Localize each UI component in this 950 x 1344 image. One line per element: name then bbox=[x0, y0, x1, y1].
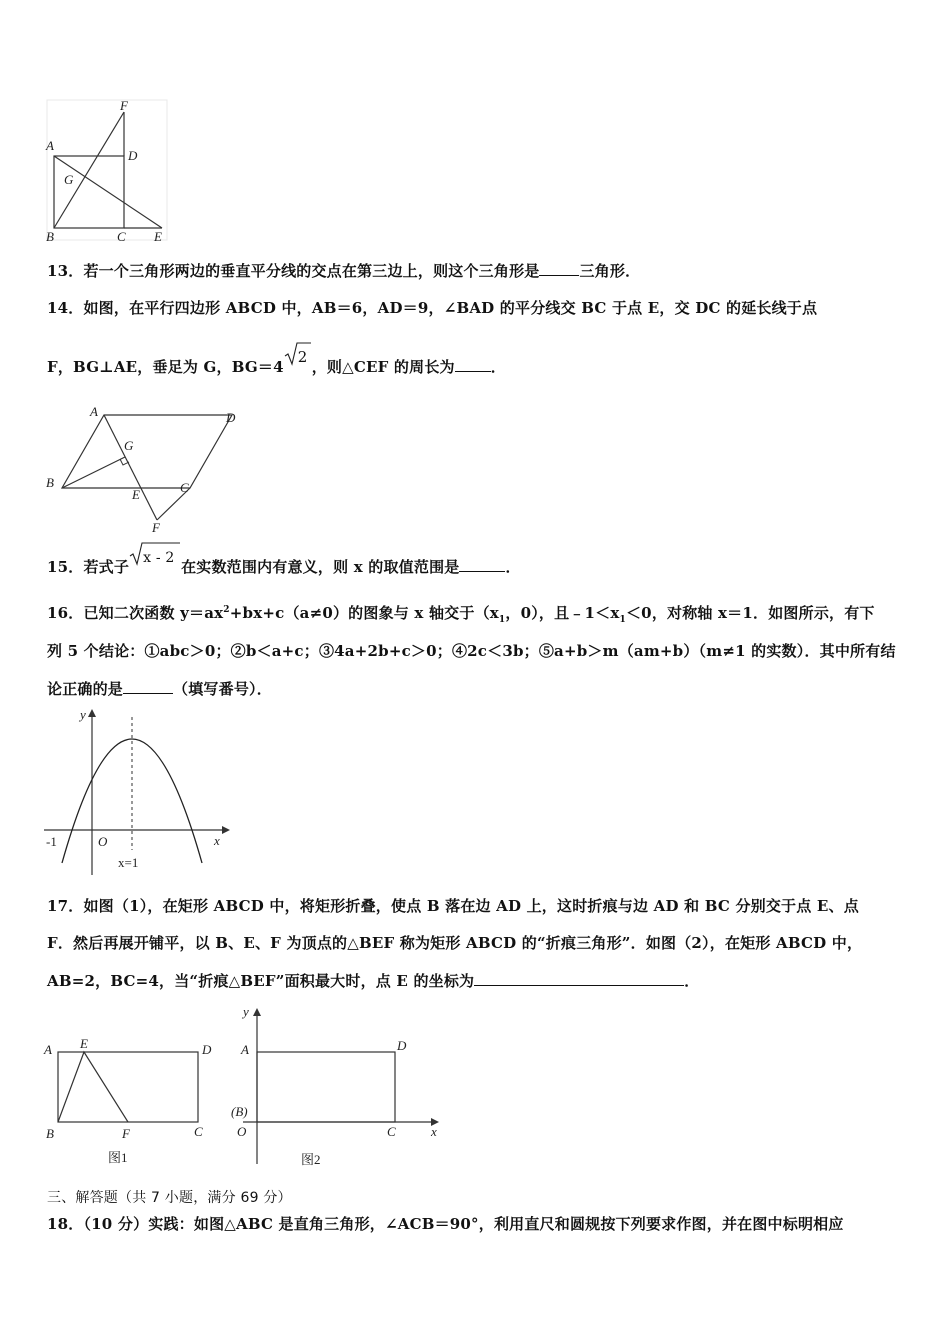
label-B: B bbox=[46, 229, 54, 244]
q14-sqrt bbox=[284, 348, 312, 376]
q15-sqrt bbox=[129, 550, 181, 576]
label-D: D bbox=[128, 148, 138, 163]
label-B: B bbox=[46, 475, 54, 490]
graph-origin-label: O bbox=[98, 834, 108, 849]
q17-tail: ． bbox=[684, 972, 700, 990]
fig2-label-B: (B) bbox=[231, 1104, 248, 1119]
figure-q17-2 bbox=[225, 1002, 450, 1174]
q17-line3a: AB=2，BC=4，当“折痕△BEF”面积最大时，点 E 的坐标为 bbox=[47, 972, 475, 990]
fig2-label-O: O bbox=[237, 1124, 247, 1139]
fig1-label-E: E bbox=[80, 1036, 88, 1051]
label-F: F bbox=[152, 520, 160, 535]
fig1-label-F: F bbox=[122, 1126, 130, 1141]
section-3-title: 三、解答题（共 7 小题，满分 69 分） bbox=[47, 1190, 292, 1206]
q13-answer-blank[interactable] bbox=[539, 261, 579, 276]
fig2-caption: 图2 bbox=[301, 1152, 321, 1167]
q16-line1b: +bx+c（a≠0）的图象与 x 轴交于（x bbox=[229, 604, 499, 622]
label-C: C bbox=[180, 480, 189, 495]
q16-answer-blank[interactable] bbox=[123, 679, 173, 694]
fig1-label-B: B bbox=[46, 1126, 54, 1141]
q16-line1a: 16．已知二次函数 y＝ax bbox=[47, 604, 224, 622]
q14-answer-blank[interactable] bbox=[455, 357, 491, 372]
fig1-label-A: A bbox=[44, 1042, 52, 1057]
q15-text-a: 15．若式子 bbox=[47, 558, 130, 576]
label-E: E bbox=[132, 487, 140, 502]
label-G: G bbox=[124, 438, 134, 453]
figure-q14 bbox=[42, 400, 252, 535]
question-15 bbox=[47, 550, 521, 577]
question-17-line3 bbox=[47, 970, 699, 991]
q15-text-b: 在实数范围内有意义，则 x 的取值范围是 bbox=[181, 558, 460, 576]
q15-tail: ． bbox=[505, 558, 521, 576]
question-14-line1: 14．如图，在平行四边形 ABCD 中，AB＝6，AD＝9，∠BAD 的平分线交 BC 于点 E，交 DC 的延长线于点 bbox=[47, 299, 818, 317]
figure-q12 bbox=[42, 98, 172, 248]
fig2-label-x: x bbox=[431, 1124, 437, 1139]
question-16-line1 bbox=[47, 602, 875, 625]
q15-radicand: x - 2 bbox=[143, 550, 175, 566]
fig2-label-C: C bbox=[387, 1124, 396, 1139]
q16-sup: 2 bbox=[223, 605, 230, 615]
q13-tail: 三角形． bbox=[579, 262, 641, 280]
q14-line2b: ，则△CEF 的周长为 bbox=[311, 358, 455, 376]
question-14-line2 bbox=[47, 348, 506, 377]
question-13 bbox=[47, 260, 640, 281]
q16-line1c: ，0），且﹣1＜x bbox=[505, 604, 620, 622]
q17-answer-blank[interactable] bbox=[474, 971, 684, 986]
graph-axis-label: x=1 bbox=[118, 855, 139, 870]
fig1-label-C: C bbox=[194, 1124, 203, 1139]
question-18: 18．（10 分）实践：如图△ABC 是直角三角形，∠ACB＝90°，利用直尺和圆规按下列要求作图，并在图中标明相应 bbox=[47, 1215, 844, 1233]
question-17-line2: F．然后再展开铺平，以 B、E、F 为顶点的△BEF 称为矩形 ABCD 的“折痕三角形”．如图（2），在矩形 ABCD 中， bbox=[47, 934, 863, 952]
q14-sqrt-value: 2 bbox=[297, 348, 308, 366]
fig2-label-A: A bbox=[241, 1042, 249, 1057]
fig1-label-D: D bbox=[202, 1042, 212, 1057]
graph-neg1-label: -1 bbox=[46, 834, 57, 849]
fig1-caption: 图1 bbox=[108, 1150, 128, 1165]
label-A: A bbox=[90, 404, 98, 419]
q13-text: 13．若一个三角形两边的垂直平分线的交点在第三边上，则这个三角形是 bbox=[47, 262, 540, 280]
graph-x-label: x bbox=[214, 833, 220, 848]
q16-sub1: 1 bbox=[498, 615, 506, 625]
label-C: C bbox=[117, 229, 126, 244]
question-16-line3 bbox=[47, 678, 272, 699]
question-17-line1: 17．如图（1），在矩形 ABCD 中，将矩形折叠，使点 B 落在边 AD 上，这时折痕与边 AD 和 BC 分别交于点 E、点 bbox=[47, 897, 859, 915]
q16-sub1b: 1 bbox=[619, 615, 626, 625]
q16-line3b: （填写番号）． bbox=[173, 680, 272, 698]
label-A: A bbox=[46, 138, 54, 153]
fig2-label-y: y bbox=[243, 1004, 249, 1019]
label-F: F bbox=[120, 98, 128, 113]
label-D: D bbox=[226, 410, 236, 425]
q14-line2a: F，BG⊥AE，垂足为 G，BG＝4 bbox=[47, 358, 284, 376]
q14-tail: ． bbox=[490, 358, 506, 376]
figure-q16 bbox=[40, 705, 235, 880]
graph-y-label: y bbox=[80, 707, 86, 722]
q15-answer-blank[interactable] bbox=[459, 557, 505, 572]
label-E: E bbox=[154, 229, 162, 244]
q16-line1d: ＜0，对称轴 x＝1．如图所示，有下 bbox=[625, 604, 875, 622]
fig2-label-D: D bbox=[397, 1038, 407, 1053]
q16-line3a: 论正确的是 bbox=[47, 680, 124, 698]
question-16-line2: 列 5 个结论：①abc＞0；②b＜a+c；③4a+2b+c＞0；④2c＜3b；⑤a+b＞m（am+b）（m≠1 的实数）．其中所有结 bbox=[47, 642, 896, 660]
label-G: G bbox=[64, 172, 74, 187]
figure-q17-1 bbox=[42, 1032, 222, 1172]
